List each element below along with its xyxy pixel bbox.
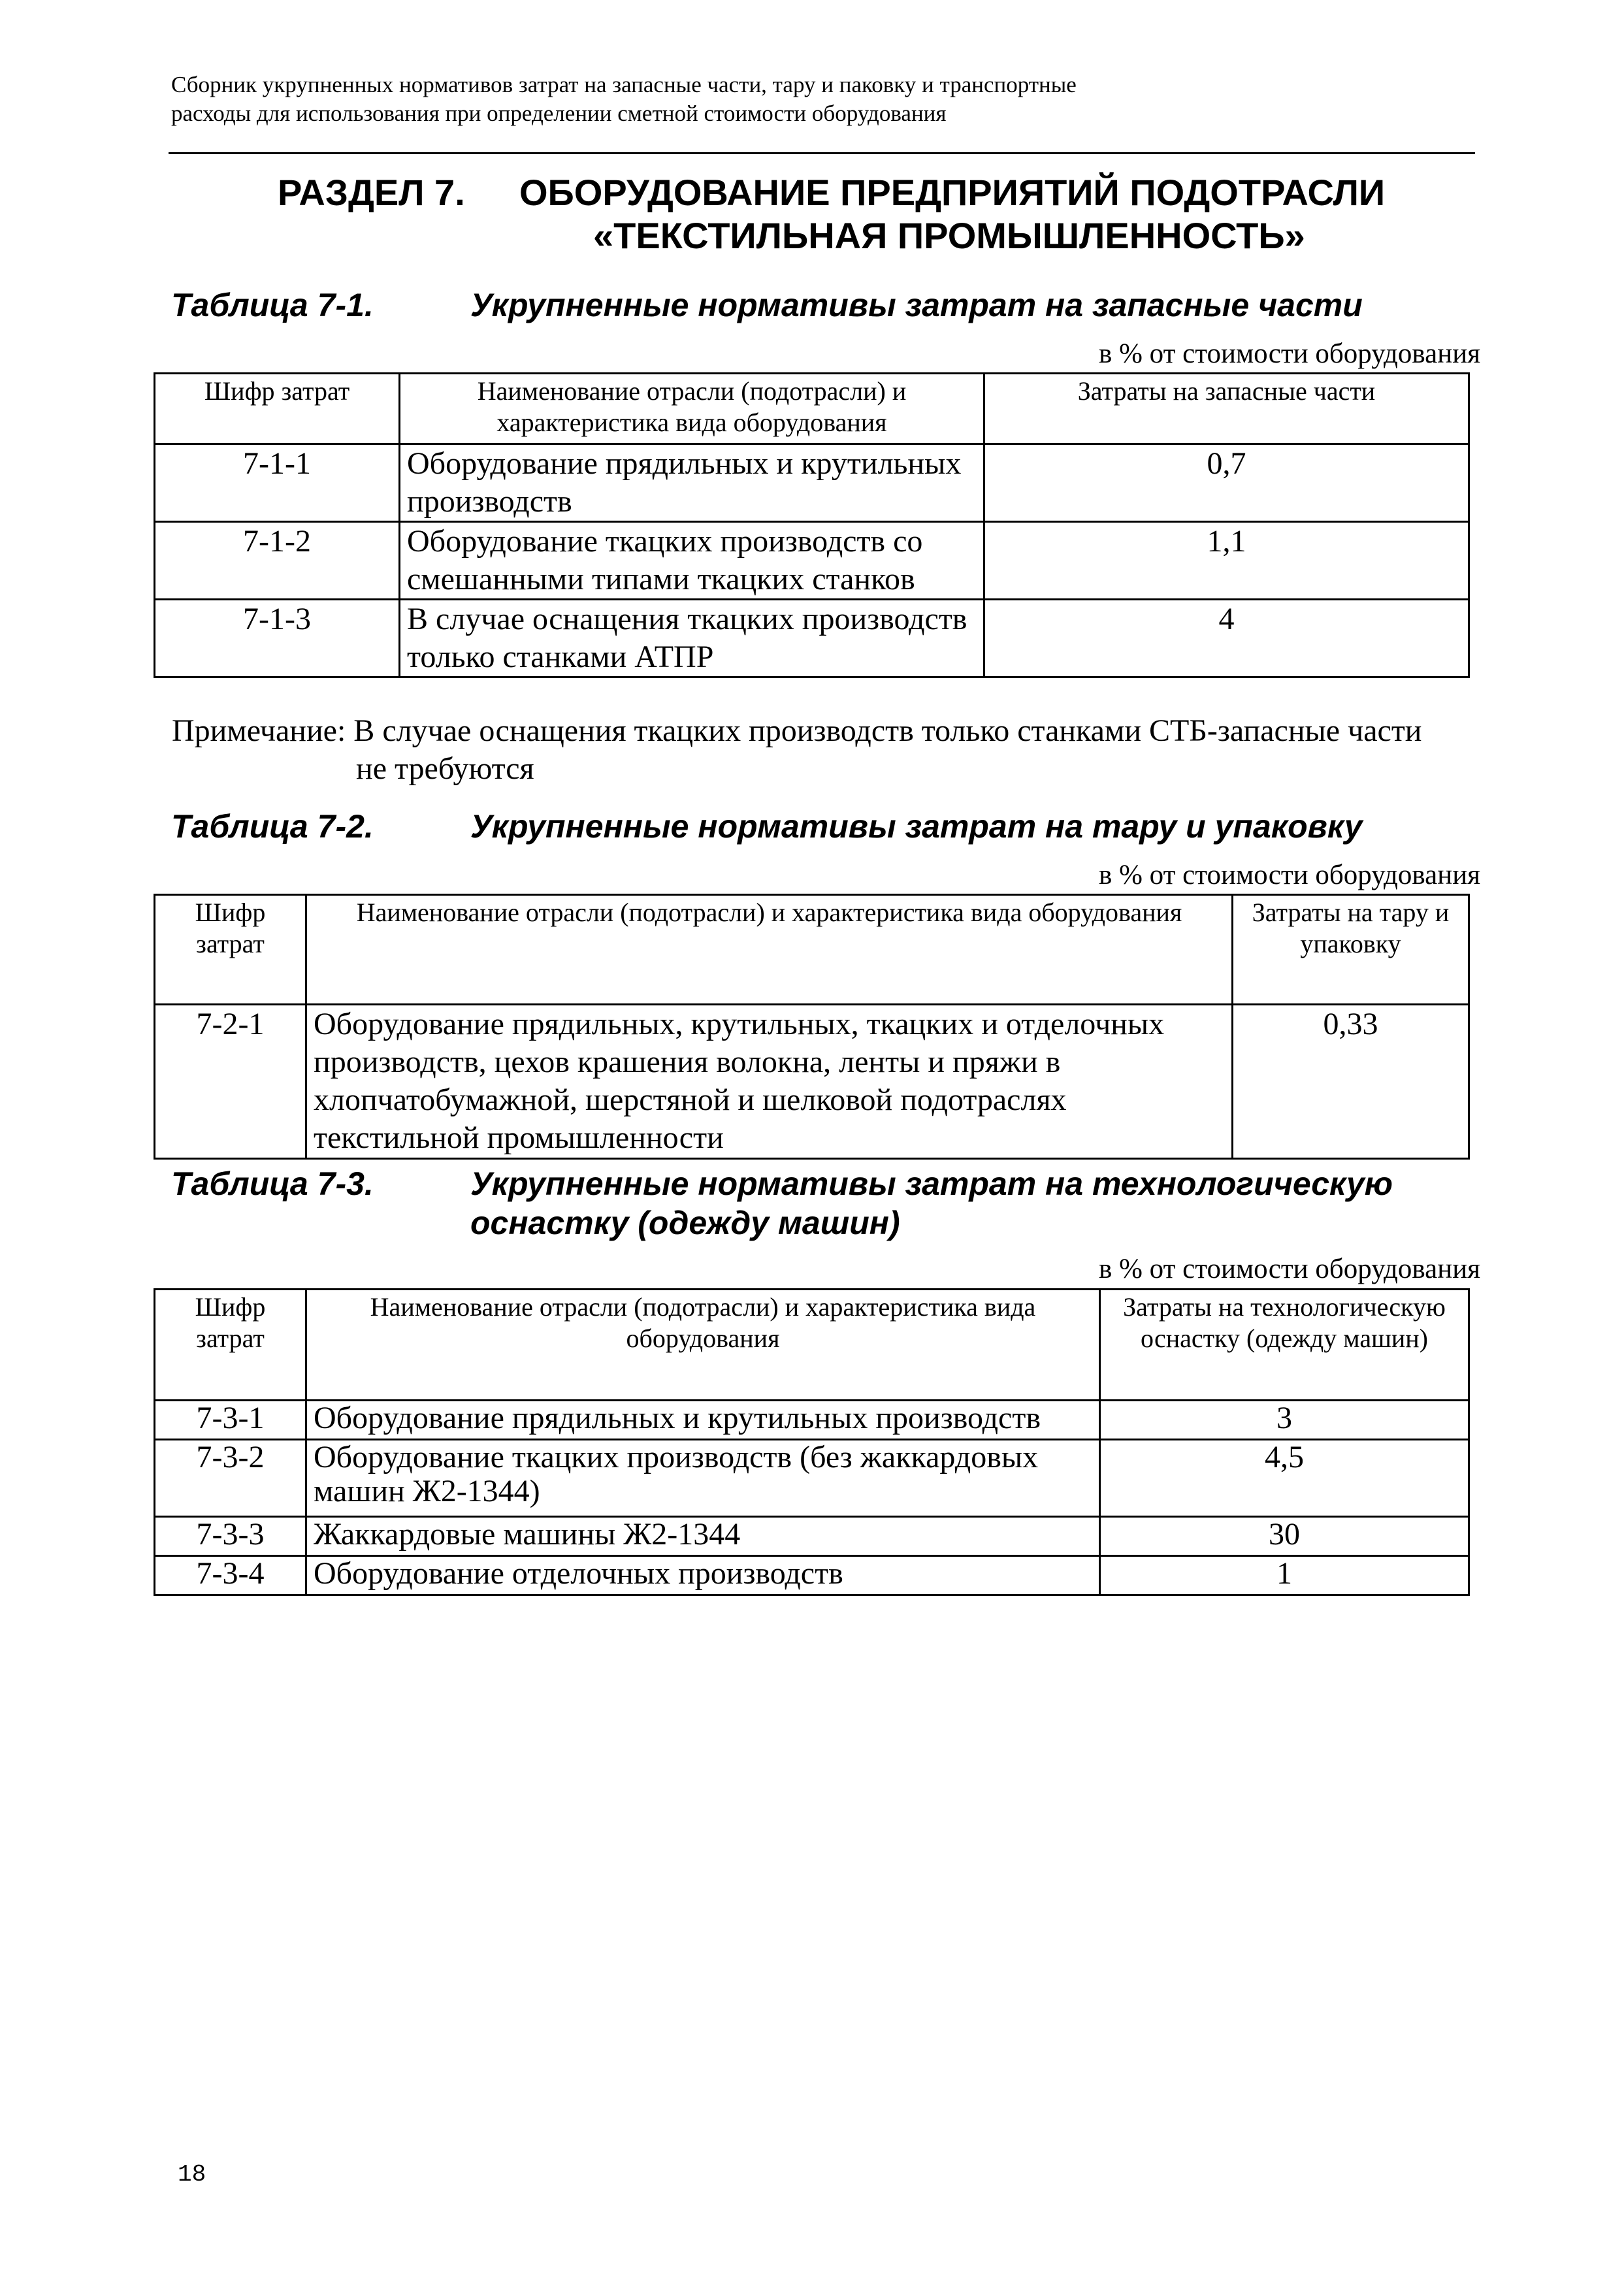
table-3-title-line-2: оснастку (одежду машин) — [470, 1205, 900, 1241]
cost-percent: 0,33 — [1233, 1005, 1469, 1159]
column-header-value: Затраты на технологическую оснастку (одежду машин) — [1100, 1290, 1469, 1401]
column-header-code: Шифр затрат — [155, 895, 306, 1005]
table-header-row — [155, 374, 1469, 444]
note-line-1: Примечание: В случае оснащения ткацких производств только станками СТБ-запасные части — [172, 713, 1422, 748]
table-row — [155, 444, 1469, 522]
running-header-line-2: расходы для использования при определении сметной стоимости оборудования — [171, 101, 947, 126]
table-row — [155, 600, 1469, 677]
table-row — [155, 1005, 1469, 1159]
column-header-value: Затраты на тару и упаковку — [1233, 895, 1469, 1005]
cost-code: 7-3-3 — [155, 1517, 306, 1556]
column-header-name: Наименование отрасли (подотрасли) и характеристика вида оборудования — [306, 895, 1233, 1005]
note-line-2: не требуются — [356, 751, 534, 786]
cost-code: 7-3-4 — [155, 1556, 306, 1595]
section-number: РАЗДЕЛ 7. — [278, 172, 465, 213]
table-header-row — [155, 1290, 1469, 1401]
equipment-description: Оборудование ткацких производств (без жаккардовых машин Ж2-1344) — [306, 1440, 1100, 1517]
column-header-name: Наименование отрасли (подотрасли) и характеристика вида оборудования — [306, 1290, 1100, 1401]
cost-code: 7-1-1 — [155, 444, 400, 522]
cost-percent: 1,1 — [984, 522, 1469, 600]
cost-percent: 4,5 — [1100, 1440, 1469, 1517]
table-row — [155, 1440, 1469, 1517]
cost-code: 7-1-2 — [155, 522, 400, 600]
header-rule — [169, 152, 1475, 154]
table-header-row — [155, 895, 1469, 1005]
running-header-line-1: Сборник укрупненных нормативов затрат на запасные части, тару и паковку и транспортные — [171, 72, 1077, 97]
table-3-title-line-1: Укрупненные нормативы затрат на технологическую — [470, 1165, 1393, 1202]
cost-code: 7-2-1 — [155, 1005, 306, 1159]
column-header-code: Шифр затрат — [155, 374, 400, 444]
table-row — [155, 1556, 1469, 1595]
equipment-description: Оборудование отделочных производств — [306, 1556, 1100, 1595]
equipment-description: Оборудование ткацких производств со смешанными типами ткацких станков — [400, 522, 984, 600]
table-2-unit: в % от стоимости оборудования — [1099, 860, 1480, 890]
section-title-line-1: ОБОРУДОВАНИЕ ПРЕДПРИЯТИЙ ПОДОТРАСЛИ — [519, 172, 1386, 213]
table-2-title: Укрупненные нормативы затрат на тару и упаковку — [470, 808, 1363, 845]
table-row — [155, 1401, 1469, 1440]
cost-percent: 1 — [1100, 1556, 1469, 1595]
cost-percent: 3 — [1100, 1401, 1469, 1440]
table-1-unit: в % от стоимости оборудования — [1099, 338, 1480, 369]
equipment-description: Оборудование прядильных и крутильных производств — [306, 1401, 1100, 1440]
cost-percent: 30 — [1100, 1517, 1469, 1556]
section-title-line-2: «ТЕКСТИЛЬНАЯ ПРОМЫШЛЕННОСТЬ» — [593, 215, 1305, 256]
equipment-description: В случае оснащения ткацких производств только станками АТПР — [400, 600, 984, 677]
running-header — [171, 71, 1478, 128]
cost-percent: 4 — [984, 600, 1469, 677]
cost-code: 7-3-1 — [155, 1401, 306, 1440]
cost-code: 7-3-2 — [155, 1440, 306, 1517]
cost-percent: 0,7 — [984, 444, 1469, 522]
table-row — [155, 522, 1469, 600]
column-header-value: Затраты на запасные части — [984, 374, 1469, 444]
equipment-description: Оборудование прядильных, крутильных, ткацких и отделочных производств, цехов крашения волокна, ленты и пряжи в хлопчатобумажной, шерстяной и шелковой подотраслях текстильной промышленности — [306, 1005, 1233, 1159]
table-1-title: Укрупненные нормативы затрат на запасные части — [470, 287, 1363, 323]
column-header-code: Шифр затрат — [155, 1290, 306, 1401]
table-3-unit: в % от стоимости оборудования — [1099, 1254, 1480, 1284]
tooling-table — [154, 1288, 1470, 1596]
page-number: 18 — [178, 2161, 206, 2188]
spare-parts-table — [154, 372, 1470, 678]
table-row — [155, 1517, 1469, 1556]
packaging-table — [154, 894, 1470, 1160]
column-header-name: Наименование отрасли (подотрасли) и характеристика вида оборудования — [400, 374, 984, 444]
table-1-label: Таблица 7-1. — [171, 287, 374, 323]
equipment-description: Оборудование прядильных и крутильных производств — [400, 444, 984, 522]
table-1-note — [172, 712, 1478, 788]
table-2-label: Таблица 7-2. — [171, 808, 374, 845]
cost-code: 7-1-3 — [155, 600, 400, 677]
table-3-label: Таблица 7-3. — [171, 1165, 374, 1202]
equipment-description: Жаккардовые машины Ж2-1344 — [306, 1517, 1100, 1556]
